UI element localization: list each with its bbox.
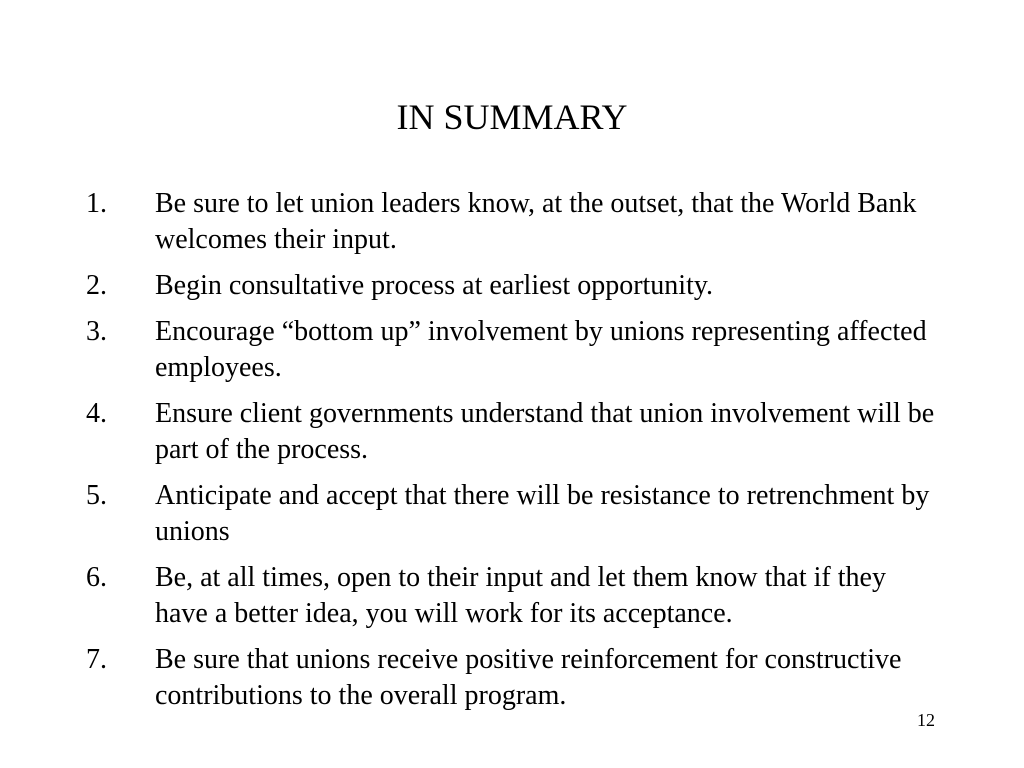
- list-item: [0, 560, 1024, 632]
- item-text: Be sure to let union leaders know, at the outset, that the World Bank welcomes their input.: [155, 188, 917, 255]
- list-item: [0, 396, 1024, 468]
- item-text: Begin consultative process at earliest opportunity.: [155, 270, 714, 301]
- item-text: Encourage “bottom up” involvement by unions representing affected employees.: [155, 316, 927, 383]
- item-text: Ensure client governments understand that union involvement will be part of the process.: [155, 398, 935, 465]
- item-number: 2.: [86, 270, 107, 301]
- item-number: 7.: [86, 644, 107, 675]
- item-number: 5.: [86, 480, 107, 511]
- list-item: [0, 314, 1024, 386]
- item-number: 1.: [86, 188, 107, 219]
- item-number: 3.: [86, 316, 107, 347]
- item-text: Be, at all times, open to their input and let them know that if they have a better idea, you will work for its acceptance.: [155, 562, 886, 629]
- item-text: Anticipate and accept that there will be resistance to retrenchment by unions: [155, 480, 930, 547]
- item-text: Be sure that unions receive positive reinforcement for constructive contributions to the overall program.: [155, 644, 902, 711]
- item-number: 4.: [86, 398, 107, 429]
- item-number: 6.: [86, 562, 107, 593]
- summary-list: [0, 186, 1024, 724]
- page-number: 12: [917, 710, 935, 730]
- list-item: [0, 642, 1024, 714]
- list-item: [0, 186, 1024, 258]
- slide-title: IN SUMMARY: [396, 97, 628, 137]
- list-item: [0, 478, 1024, 550]
- list-item: [0, 268, 1024, 304]
